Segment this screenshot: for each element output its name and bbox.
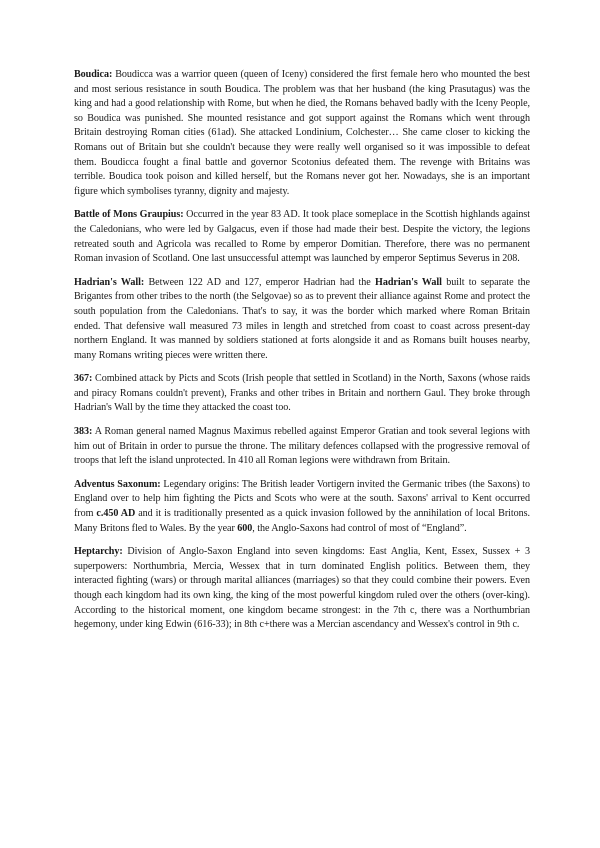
paragraph-text: Legendary origins: The British leader Vortigern invited the Germanic tribes (the Saxons) to England over to help him fighting the Picts and Scots who were at the south. Saxons' arrival to Kent occurred from [74,478,531,520]
bold-year-600: 600 [237,522,253,534]
term-mons-graupius: Battle of Mons Graupius: [74,209,184,221]
paragraph-boudica [74,68,530,199]
paragraph-text: Occurred in the year 83 AD. It took place someplace in the Scottish highlands against the Caledonians, who were led by Galgacus, even if those had made their best. Despite the victory, the legions retreated south and Agricola was recalled to Rome by emperor Domitian. Therefore, there was no permanent Roman invasion of Scotland. One last unsuccessful attempt was launched by emperor Septimus Severus in 208. [74,209,531,265]
paragraph-hadrians-wall [74,276,530,364]
paragraph-text: A Roman general named Magnus Maximus rebelled against Emperor Gratian and took several legions with him out of Britain in order to pursue the throne. The military defences collapsed with the progressive removal of troops that left the island unprotected. In 410 all Roman legions were withdrawn from Britain. [74,426,530,467]
paragraph-text: built to separate the Brigantes from other tribes to the north (the Selgovae) so as to prevent their alliance against Rome and protect the south population from the Caledonians. That's to say, it was the border which marked where Roman Britain ended. That defensive wall measured 73 miles in length and stretched from coast to coast across present-day northern England. It was manned by soldiers stationed at forts alongside it and as Romans built houses nearby, many Romans writing pieces were written there. [74,276,530,361]
bold-hadrians-wall: Hadrian's Wall [375,276,442,288]
paragraph-367 [74,372,530,416]
paragraph-text: Division of Anglo-Saxon England into seven kingdoms: East Anglia, Kent, Essex, Sussex + 3 superpowers: Northumbria, Mercia, Wessex that in turn dominated English politics. Between them, they interacted fighting (wars) or through marital alliances (marriages) so that they could combine their powers. Even though each kingdom had its own king, the king of the most powerful kingdom ruled over the others (over-king). According to the historical moment, one kingdom became strongest: in the 7th c, there was a Northumbrian hegemony, under king Edwin (616-33); in 8th c+there was a Mercian ascendancy and Wessex's control in 9th c. [74,546,530,631]
term-383: 383: [74,426,93,438]
term-boudica: Boudica: [74,69,113,80]
paragraph-mons-graupius [74,208,530,266]
paragraph-383 [74,425,530,469]
paragraph-text: , the Anglo-Saxons had control of most of “England”. [252,522,467,534]
paragraph-text: Between 122 AD and 127, emperor Hadrian had the [144,276,376,288]
term-367: 367: [74,373,93,385]
term-adventus-saxonum: Adventus Saxonum: [74,478,161,490]
term-heptarchy: Heptarchy: [74,546,123,558]
bold-date-450: c.450 AD [96,508,136,520]
paragraph-heptarchy [74,545,530,633]
paragraph-text: Boudicca was a warrior queen (queen of Iceny) considered the first female hero who mounted the best and most serious resistance in south Boudica. The problem was that her husband (the king Prasutagus) was the king and had a good relationship with Rome, but when he died, the Romans behaved badly with the Iceny People, so Boudica was punished. She mounted resistance and got support against the Romans which went through Britain destroying Roman cities (61ad). She attacked Londinium, Colchester… She came closer to kicking the Romans out of Britain but she couldn't because they were really well organised so it was impossible to defeat them. Boudicca fought a final battle and governor Scotonius defeated them. The revenge with Britains was terrible. Boudica took poison and killed herself, but the Romans never got her. Nowadays, she is an important figure which symbolises tyranny, dignity and majesty. [74,69,530,197]
paragraph-adventus-saxonum [74,478,530,536]
term-hadrians-wall: Hadrian's Wall: [74,276,145,288]
paragraph-text: and it is traditionally presented as a quick invasion followed by the annihilation of local Britons. Many Britons fled to Wales. By the year [74,508,531,534]
paragraph-text: Combined attack by Picts and Scots (Irish people that settled in Scotland) in the North, Saxons (whose raids and piracy Romans couldn't prevent), Franks and other tribes in Britain and northern Gaul. They broke through Hadrian's Wall by the time they attacked the coast too. [74,373,530,414]
